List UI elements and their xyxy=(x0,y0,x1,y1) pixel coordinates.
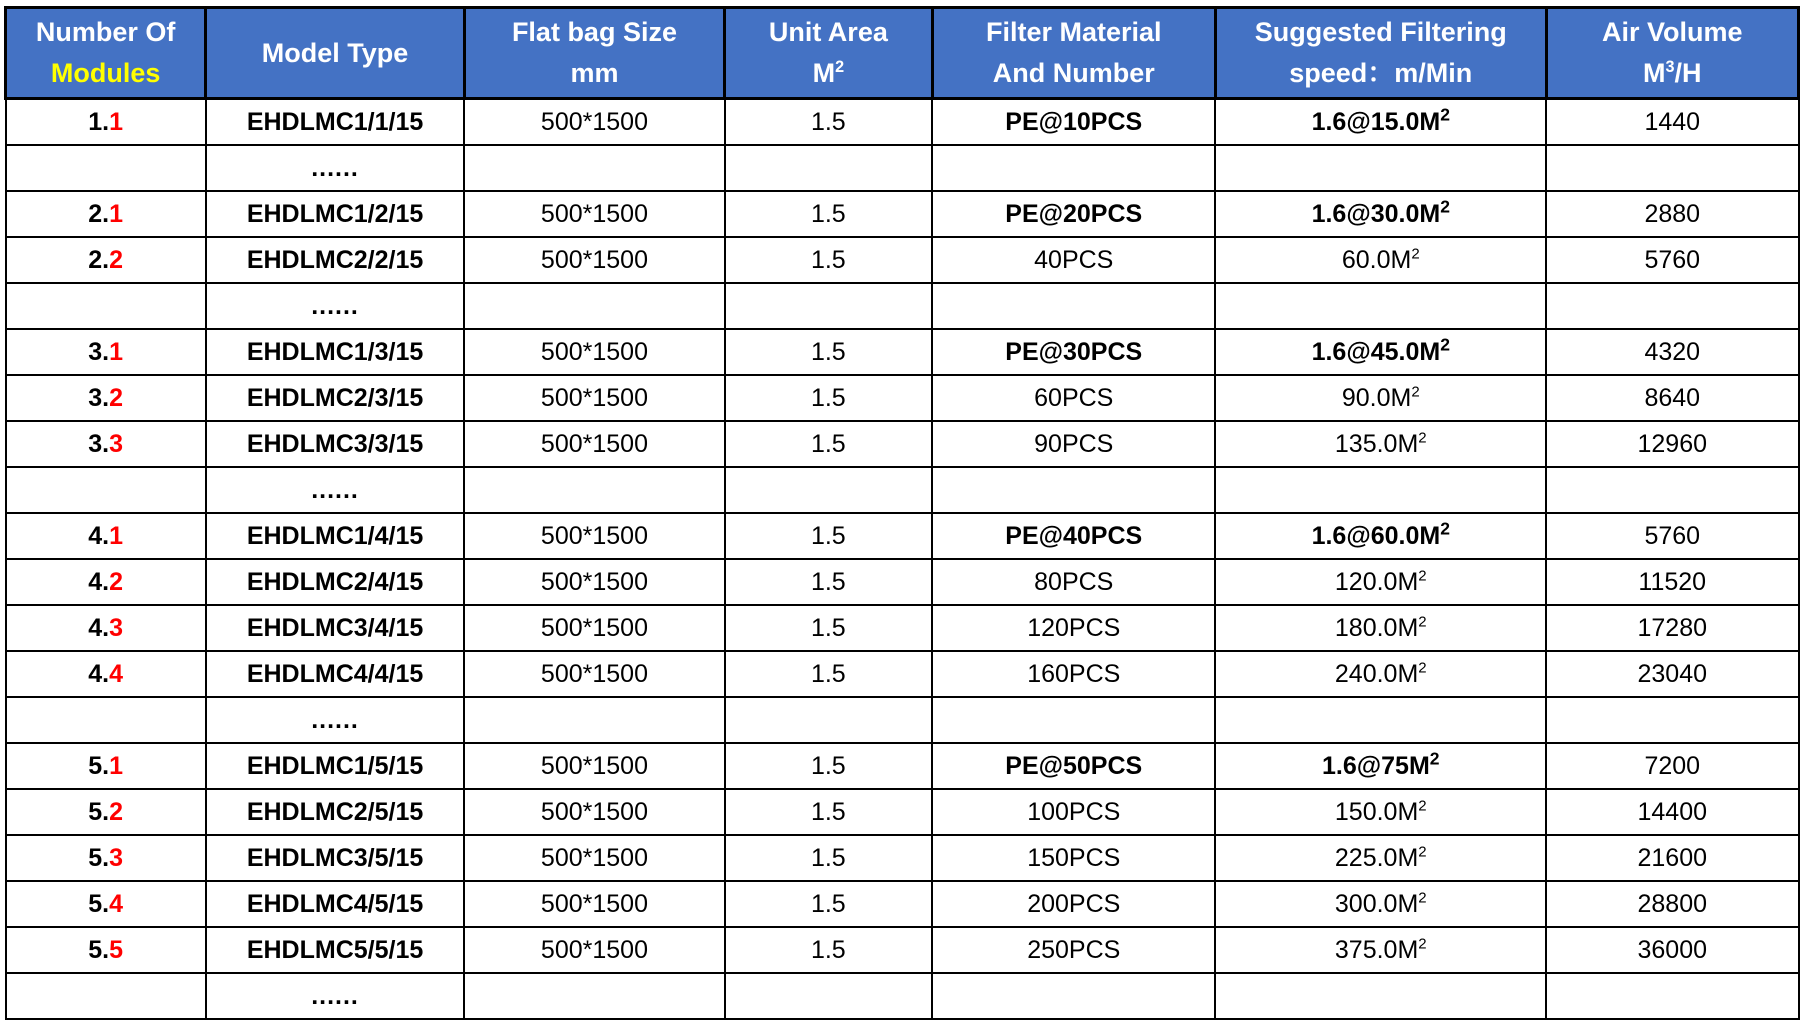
cell-model-type: EHDLMC4/4/15 xyxy=(206,651,464,697)
cell-air-volume: 11520 xyxy=(1546,559,1798,605)
cell-empty xyxy=(932,697,1215,743)
cell-unit-area: 1.5 xyxy=(725,651,932,697)
cell-filter-material: PE@10PCS xyxy=(932,99,1215,146)
cell-unit-area: 1.5 xyxy=(725,237,932,283)
cell-empty xyxy=(1215,145,1546,191)
cell-model-type: EHDLMC3/5/15 xyxy=(206,835,464,881)
cell-bag-size: 500*1500 xyxy=(464,375,724,421)
table-row xyxy=(6,559,1799,605)
cell-unit-area: 1.5 xyxy=(725,513,932,559)
cell-filtering-speed: $180.0M^2$ xyxy=(1215,605,1546,651)
cell-unit-area: 1.5 xyxy=(725,559,932,605)
cell-unit-area: 1.5 xyxy=(725,835,932,881)
cell-empty xyxy=(1546,697,1798,743)
cell-bag-size: 500*1500 xyxy=(464,513,724,559)
spec-table-sheet xyxy=(4,6,1800,1020)
cell-filter-material: PE@50PCS xyxy=(932,743,1215,789)
cell-air-volume: 5760 xyxy=(1546,237,1798,283)
cell-air-volume: 28800 xyxy=(1546,881,1798,927)
cell-unit-area: 1.5 xyxy=(725,191,932,237)
cell-filtering-speed: $1.6@15.0M^2$ xyxy=(1215,99,1546,146)
cell-empty xyxy=(6,973,206,1019)
cell-unit-area: 1.5 xyxy=(725,927,932,973)
cell-filter-material: PE@40PCS xyxy=(932,513,1215,559)
ellipsis-cell: ...... xyxy=(206,283,464,329)
cell-filtering-speed: $225.0M^2$ xyxy=(1215,835,1546,881)
ellipsis-cell: ...... xyxy=(206,467,464,513)
cell-air-volume: 8640 xyxy=(1546,375,1798,421)
cell-air-volume: 4320 xyxy=(1546,329,1798,375)
table-row xyxy=(6,375,1799,421)
cell-air-volume: 2880 xyxy=(1546,191,1798,237)
cell-filter-material: PE@30PCS xyxy=(932,329,1215,375)
table-row xyxy=(6,99,1799,146)
cell-filtering-speed: $150.0M^2$ xyxy=(1215,789,1546,835)
cell-empty xyxy=(464,697,724,743)
cell-filter-material: 60PCS xyxy=(932,375,1215,421)
cell-filtering-speed: $120.0M^2$ xyxy=(1215,559,1546,605)
cell-empty xyxy=(1546,467,1798,513)
cell-module-number: 5.4 xyxy=(6,881,206,927)
cell-model-type: EHDLMC4/5/15 xyxy=(206,881,464,927)
cell-empty xyxy=(1215,283,1546,329)
cell-empty xyxy=(1215,697,1546,743)
cell-filtering-speed: $60.0M^2$ xyxy=(1215,237,1546,283)
cell-empty xyxy=(932,145,1215,191)
table-row xyxy=(6,329,1799,375)
cell-empty xyxy=(725,973,932,1019)
cell-model-type: EHDLMC1/5/15 xyxy=(206,743,464,789)
cell-filter-material: 160PCS xyxy=(932,651,1215,697)
ellipsis-cell: ...... xyxy=(206,697,464,743)
cell-filter-material: 90PCS xyxy=(932,421,1215,467)
cell-bag-size: 500*1500 xyxy=(464,559,724,605)
table-row xyxy=(6,191,1799,237)
header-model-type: Model Type xyxy=(206,8,464,99)
cell-bag-size: 500*1500 xyxy=(464,99,724,146)
filter-module-spec-table xyxy=(4,6,1800,1020)
separator-row xyxy=(6,145,1799,191)
cell-module-number: 3.2 xyxy=(6,375,206,421)
table-row xyxy=(6,605,1799,651)
cell-empty xyxy=(464,973,724,1019)
cell-empty xyxy=(725,697,932,743)
cell-filtering-speed: $375.0M^2$ xyxy=(1215,927,1546,973)
cell-module-number: 4.3 xyxy=(6,605,206,651)
cell-air-volume: 23040 xyxy=(1546,651,1798,697)
header-filter-material: Filter Material And Number xyxy=(932,8,1215,99)
cell-air-volume: 14400 xyxy=(1546,789,1798,835)
cell-unit-area: 1.5 xyxy=(725,329,932,375)
cell-unit-area: 1.5 xyxy=(725,789,932,835)
header-number-of-modules: Number Of Modules xyxy=(6,8,206,99)
cell-air-volume: 1440 xyxy=(1546,99,1798,146)
cell-module-number: 3.3 xyxy=(6,421,206,467)
table-row xyxy=(6,651,1799,697)
cell-module-number: 2.2 xyxy=(6,237,206,283)
cell-bag-size: 500*1500 xyxy=(464,743,724,789)
header-flat-bag-size: Flat bag Size mm xyxy=(464,8,724,99)
cell-module-number: 4.2 xyxy=(6,559,206,605)
header-air-volume: Air Volume $M^3/H$ xyxy=(1546,8,1798,99)
cell-filtering-speed: $1.6@75M^2$ xyxy=(1215,743,1546,789)
cell-empty xyxy=(6,145,206,191)
header-row xyxy=(6,8,1799,99)
cell-empty xyxy=(932,467,1215,513)
cell-air-volume: 7200 xyxy=(1546,743,1798,789)
cell-air-volume: 36000 xyxy=(1546,927,1798,973)
cell-module-number: 5.3 xyxy=(6,835,206,881)
table-row xyxy=(6,513,1799,559)
cell-air-volume: 12960 xyxy=(1546,421,1798,467)
cell-model-type: EHDLMC1/2/15 xyxy=(206,191,464,237)
cell-filter-material: 40PCS xyxy=(932,237,1215,283)
cell-empty xyxy=(932,283,1215,329)
cell-empty xyxy=(464,145,724,191)
separator-row xyxy=(6,283,1799,329)
cell-empty xyxy=(725,145,932,191)
cell-filter-material: 150PCS xyxy=(932,835,1215,881)
cell-unit-area: 1.5 xyxy=(725,375,932,421)
cell-empty xyxy=(1546,283,1798,329)
cell-empty xyxy=(725,467,932,513)
cell-unit-area: 1.5 xyxy=(725,421,932,467)
cell-filter-material: 120PCS xyxy=(932,605,1215,651)
cell-empty xyxy=(6,697,206,743)
cell-filter-material: PE@20PCS xyxy=(932,191,1215,237)
cell-model-type: EHDLMC2/5/15 xyxy=(206,789,464,835)
table-row xyxy=(6,881,1799,927)
cell-module-number: 1.1 xyxy=(6,99,206,146)
cell-filtering-speed: $300.0M^2$ xyxy=(1215,881,1546,927)
cell-filter-material: 100PCS xyxy=(932,789,1215,835)
cell-bag-size: 500*1500 xyxy=(464,237,724,283)
ellipsis-cell: ...... xyxy=(206,145,464,191)
header-unit-area: Unit Area $M^2$ xyxy=(725,8,932,99)
cell-empty xyxy=(464,283,724,329)
cell-model-type: EHDLMC1/1/15 xyxy=(206,99,464,146)
cell-filter-material: 250PCS xyxy=(932,927,1215,973)
cell-module-number: 2.1 xyxy=(6,191,206,237)
cell-bag-size: 500*1500 xyxy=(464,421,724,467)
cell-model-type: EHDLMC2/3/15 xyxy=(206,375,464,421)
separator-row xyxy=(6,467,1799,513)
cell-unit-area: 1.5 xyxy=(725,99,932,146)
cell-air-volume: 21600 xyxy=(1546,835,1798,881)
cell-filtering-speed: $135.0M^2$ xyxy=(1215,421,1546,467)
table-row xyxy=(6,743,1799,789)
cell-module-number: 5.2 xyxy=(6,789,206,835)
cell-filter-material: 200PCS xyxy=(932,881,1215,927)
cell-empty xyxy=(464,467,724,513)
cell-filtering-speed: $240.0M^2$ xyxy=(1215,651,1546,697)
separator-row xyxy=(6,973,1799,1019)
separator-row xyxy=(6,697,1799,743)
cell-unit-area: 1.5 xyxy=(725,881,932,927)
cell-bag-size: 500*1500 xyxy=(464,605,724,651)
table-row xyxy=(6,421,1799,467)
cell-bag-size: 500*1500 xyxy=(464,927,724,973)
cell-unit-area: 1.5 xyxy=(725,605,932,651)
cell-empty xyxy=(932,973,1215,1019)
table-row xyxy=(6,237,1799,283)
cell-model-type: EHDLMC2/2/15 xyxy=(206,237,464,283)
cell-empty xyxy=(1215,467,1546,513)
cell-filtering-speed: $1.6@30.0M^2$ xyxy=(1215,191,1546,237)
cell-air-volume: 5760 xyxy=(1546,513,1798,559)
cell-empty xyxy=(1546,973,1798,1019)
table-row xyxy=(6,835,1799,881)
cell-bag-size: 500*1500 xyxy=(464,789,724,835)
cell-model-type: EHDLMC3/4/15 xyxy=(206,605,464,651)
cell-bag-size: 500*1500 xyxy=(464,651,724,697)
table-body xyxy=(6,99,1799,1020)
table-row xyxy=(6,789,1799,835)
cell-module-number: 3.1 xyxy=(6,329,206,375)
cell-empty xyxy=(6,467,206,513)
cell-model-type: EHDLMC5/5/15 xyxy=(206,927,464,973)
cell-filtering-speed: $90.0M^2$ xyxy=(1215,375,1546,421)
cell-module-number: 4.4 xyxy=(6,651,206,697)
cell-module-number: 5.5 xyxy=(6,927,206,973)
table-row xyxy=(6,927,1799,973)
cell-empty xyxy=(6,283,206,329)
cell-air-volume: 17280 xyxy=(1546,605,1798,651)
cell-empty xyxy=(725,283,932,329)
cell-bag-size: 500*1500 xyxy=(464,329,724,375)
cell-unit-area: 1.5 xyxy=(725,743,932,789)
cell-filtering-speed: $1.6@60.0M^2$ xyxy=(1215,513,1546,559)
cell-model-type: EHDLMC3/3/15 xyxy=(206,421,464,467)
cell-module-number: 4.1 xyxy=(6,513,206,559)
cell-model-type: EHDLMC2/4/15 xyxy=(206,559,464,605)
cell-bag-size: 500*1500 xyxy=(464,191,724,237)
cell-model-type: EHDLMC1/3/15 xyxy=(206,329,464,375)
cell-empty xyxy=(1215,973,1546,1019)
header-filtering-speed: Suggested Filtering speed：m/Min xyxy=(1215,8,1546,99)
cell-empty xyxy=(1546,145,1798,191)
cell-filter-material: 80PCS xyxy=(932,559,1215,605)
cell-model-type: EHDLMC1/4/15 xyxy=(206,513,464,559)
ellipsis-cell: ...... xyxy=(206,973,464,1019)
cell-module-number: 5.1 xyxy=(6,743,206,789)
cell-bag-size: 500*1500 xyxy=(464,835,724,881)
cell-bag-size: 500*1500 xyxy=(464,881,724,927)
cell-filtering-speed: $1.6@45.0M^2$ xyxy=(1215,329,1546,375)
